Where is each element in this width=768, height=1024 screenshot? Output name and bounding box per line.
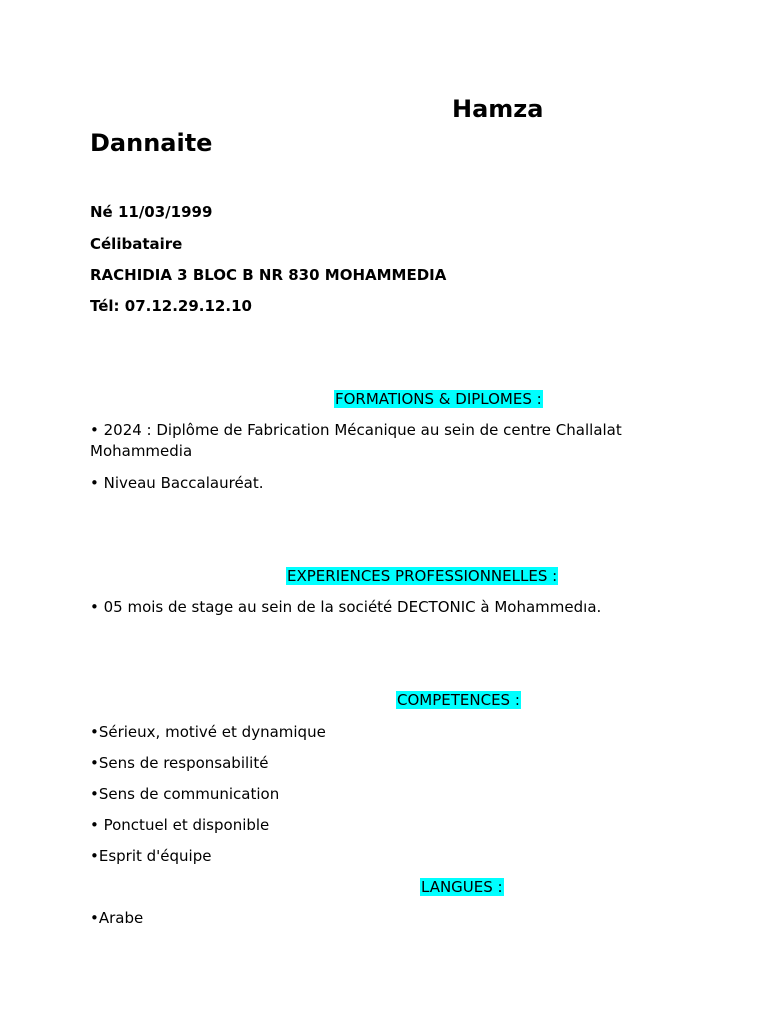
langues-title-text: LANGUES :	[421, 878, 503, 896]
section-formations-title	[334, 390, 543, 409]
competence-item: •Sens de responsabilité	[90, 754, 269, 772]
competence-item: •Sens de communication	[90, 785, 280, 803]
section-competences-title	[396, 691, 521, 710]
experience-item: • 05 mois de stage au sein de la société DECTONIC à Mohammedıa.	[90, 598, 602, 616]
address: RACHIDIA 3 BLOC B NR 830 MOHAMMEDIA	[90, 266, 447, 284]
section-experiences-title	[286, 567, 558, 586]
formation-item: • Niveau Baccalauréat.	[90, 474, 264, 492]
competence-item: •Esprit d'équipe	[90, 847, 212, 865]
marital-status: Célibataire	[90, 235, 183, 253]
formations-title-text: FORMATIONS & DIPLOMES :	[335, 390, 542, 408]
competences-title-text: COMPETENCES :	[397, 691, 520, 709]
candidate-name: Hamza Dannaite	[90, 95, 544, 157]
section-langues-title	[420, 878, 504, 897]
competence-item: • Ponctuel et disponible	[90, 816, 270, 834]
birth-date: Né 11/03/1999	[90, 203, 213, 221]
experiences-title-text: EXPERIENCES PROFESSIONNELLES :	[287, 567, 558, 585]
competence-item: •Sérieux, motivé et dynamique	[90, 723, 326, 741]
phone-number: Tél: 07.12.29.12.10	[90, 297, 252, 315]
formation-item: • 2024 : Diplôme de Fabrication Mécanique au sein de centre Challalat Mohammedia	[90, 421, 622, 460]
language-item: •Arabe	[90, 909, 144, 927]
